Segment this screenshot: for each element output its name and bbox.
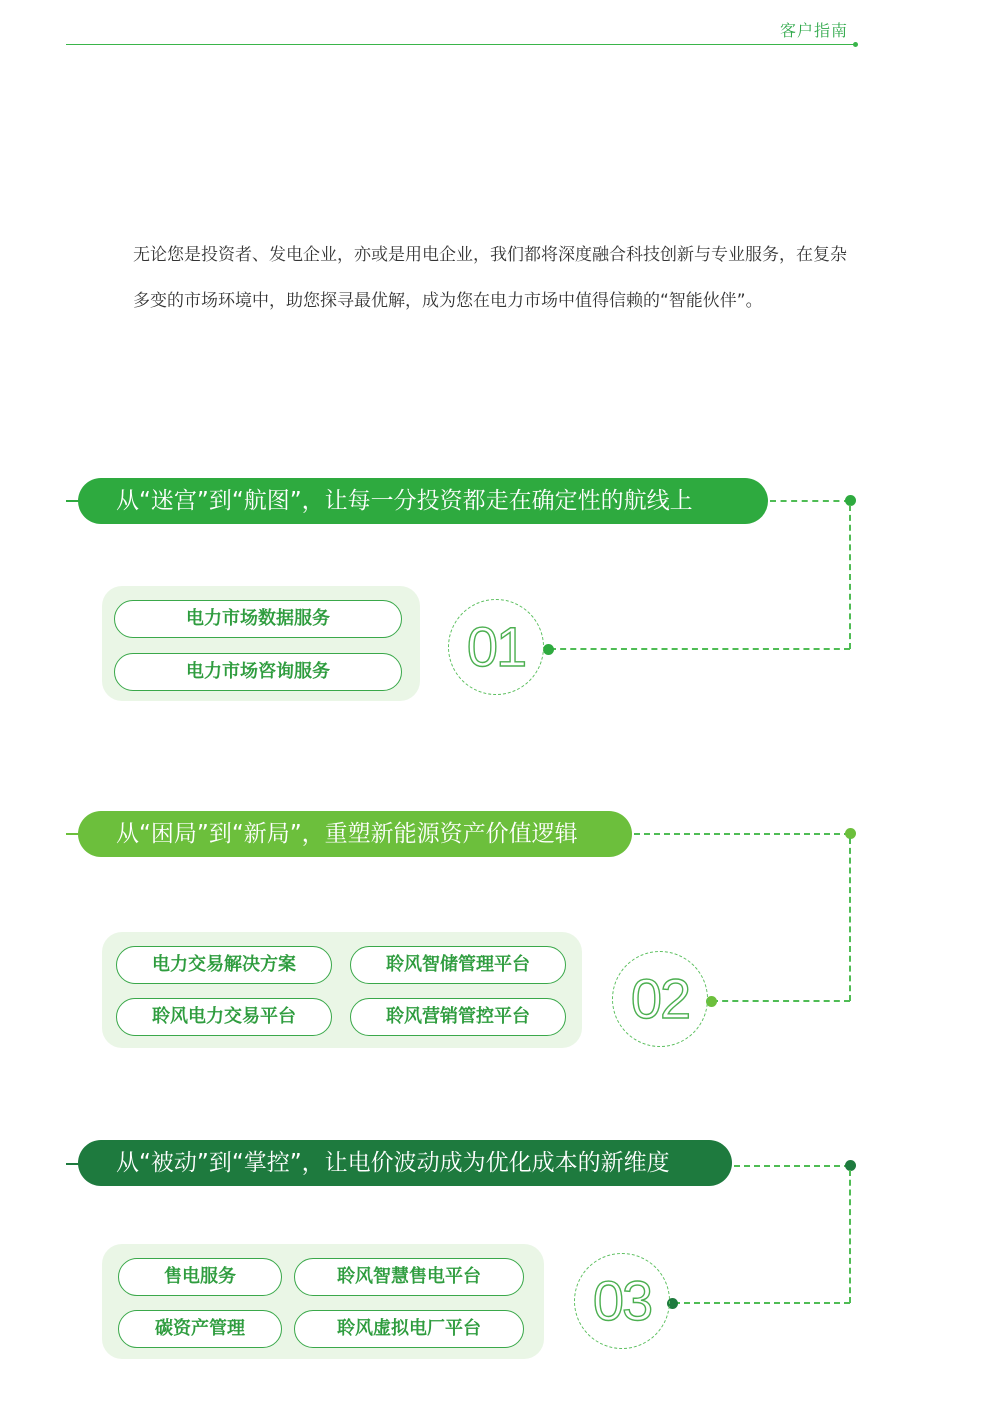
service-pill[interactable]: 售电服务 bbox=[118, 1258, 282, 1296]
section-2-connector-top bbox=[634, 833, 850, 835]
section-3-number: 03 bbox=[592, 1269, 652, 1332]
service-pill[interactable]: 聆风营销管控平台 bbox=[350, 998, 566, 1036]
section-3-connector-top bbox=[734, 1165, 850, 1167]
section-1-connector-dot-bottom bbox=[543, 644, 554, 655]
section-2-title: 从“困局”到“新局”，重塑新能源资产价值逻辑 bbox=[78, 811, 632, 857]
service-pill[interactable]: 碳资产管理 bbox=[118, 1310, 282, 1348]
section-1-connector-top bbox=[770, 500, 850, 502]
section-2-number-badge bbox=[612, 951, 708, 1047]
service-pill[interactable]: 聆风虚拟电厂平台 bbox=[294, 1310, 524, 1348]
section-1-title: 从“迷宫”到“航图”，让每一分投资都走在确定性的航线上 bbox=[78, 478, 768, 524]
section-3-number-badge bbox=[574, 1253, 670, 1349]
section-3-connector-vertical bbox=[849, 1170, 851, 1303]
page-header-title: 客户指南 bbox=[779, 21, 848, 40]
section-3-title: 从“被动”到“掌控”，让电价波动成为优化成本的新维度 bbox=[78, 1140, 732, 1186]
service-pill[interactable]: 聆风电力交易平台 bbox=[116, 998, 332, 1036]
section-2-connector-vertical bbox=[849, 838, 851, 1001]
intro-line-1: 无论您是投资者、发电企业，亦或是用电企业，我们都将深度融合科技创新与专业服务，在复杂 bbox=[133, 245, 847, 265]
intro-paragraph bbox=[133, 232, 893, 324]
section-1-number-badge bbox=[448, 599, 544, 695]
service-pill[interactable]: 电力交易解决方案 bbox=[116, 946, 332, 984]
service-pill[interactable]: 聆风智慧售电平台 bbox=[294, 1258, 524, 1296]
header-divider-dot bbox=[853, 42, 858, 47]
header-divider bbox=[66, 44, 856, 45]
section-3-connector-bottom bbox=[674, 1302, 850, 1304]
section-1-connector-bottom bbox=[550, 648, 850, 650]
service-pill[interactable]: 电力市场咨询服务 bbox=[114, 653, 402, 691]
section-1-number: 01 bbox=[466, 615, 526, 678]
section-1-connector-vertical bbox=[849, 505, 851, 649]
service-pill[interactable]: 聆风智储管理平台 bbox=[350, 946, 566, 984]
section-2-connector-bottom bbox=[712, 1000, 850, 1002]
section-2-number: 02 bbox=[630, 967, 690, 1030]
intro-line-2: 多变的市场环境中，助您探寻最优解，成为您在电力市场中值得信赖的“智能伙伴”。 bbox=[133, 291, 763, 311]
service-pill[interactable]: 电力市场数据服务 bbox=[114, 600, 402, 638]
